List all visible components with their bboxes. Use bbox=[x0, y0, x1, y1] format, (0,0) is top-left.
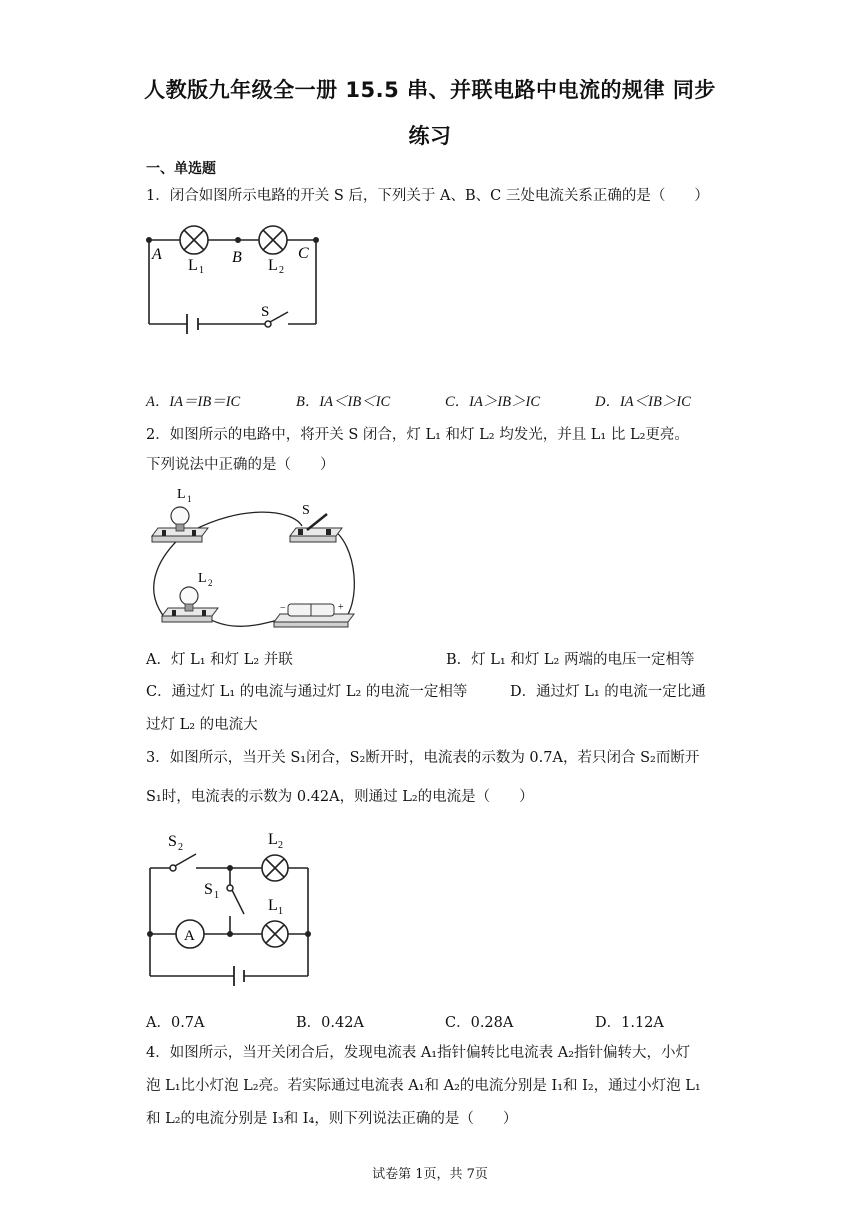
q2-label-l1: L bbox=[177, 487, 186, 502]
q3-option-b: B．0.42A bbox=[296, 1015, 364, 1031]
q3-ammeter-label: A bbox=[184, 928, 195, 944]
question-4-line3: 和 L₂的电流分别是 I₃和 I₄，则下列说法正确的是（ ） bbox=[146, 1111, 518, 1127]
question-4-line1: 4．如图所示，当开关闭合后，发现电流表 A₁指针偏转比电流表 A₂指针偏转大，小灯 bbox=[146, 1045, 691, 1061]
q3-option-a: A．0.7A bbox=[146, 1015, 205, 1031]
q1-option-a: A．IA＝IB＝IC bbox=[146, 394, 241, 410]
q2-physical-circuit bbox=[142, 484, 367, 634]
q1-option-c: C．IA＞IB＞IC bbox=[445, 394, 541, 410]
question-2-line1: 2．如图所示的电路中，将开关 S 闭合，灯 L₁ 和灯 L₂ 均发光，并且 L₁ 比 L₂更亮。 bbox=[146, 427, 689, 443]
q2-label-l2: L bbox=[198, 571, 207, 586]
q3-label-l2-sub: 2 bbox=[278, 840, 283, 851]
q2-option-d-line2: 过灯 L₂ 的电流大 bbox=[146, 717, 258, 733]
q3-option-c: C．0.28A bbox=[445, 1015, 514, 1031]
q3-label-s2: S bbox=[168, 833, 177, 850]
q1-label-a: A bbox=[152, 246, 162, 263]
question-3-line1: 3．如图所示，当开关 S₁闭合，S₂断开时，电流表的示数为 0.7A，若只闭合 S₂而断开 bbox=[146, 750, 700, 766]
q1-label-b: B bbox=[232, 249, 242, 266]
q2-option-c: C．通过灯 L₁ 的电流与通过灯 L₂ 的电流一定相等 bbox=[146, 684, 468, 700]
section-heading: 一、单选题 bbox=[146, 161, 216, 177]
q1-label-s: S bbox=[261, 304, 270, 320]
page-footer: 试卷第 1页，共 7页 bbox=[372, 1167, 488, 1182]
q3-lamp-l2 bbox=[262, 855, 288, 881]
q1-option-b: B．IA＜IB＜IC bbox=[296, 394, 391, 410]
q2-option-d-line1: D．通过灯 L₁ 的电流一定比通 bbox=[510, 684, 706, 700]
q1-battery bbox=[187, 314, 198, 334]
q1-label-l2-sub: 2 bbox=[279, 265, 284, 276]
q3-switch-s1 bbox=[227, 885, 244, 914]
question-2-line2: 下列说法中正确的是（ ） bbox=[146, 457, 335, 473]
q1-lamp-l1 bbox=[180, 226, 208, 254]
q1-label-l1: L bbox=[188, 257, 198, 274]
q2-label-l1-sub: 1 bbox=[187, 494, 192, 504]
q3-option-d: D．1.12A bbox=[595, 1015, 664, 1031]
q2-label-l2-sub: 2 bbox=[208, 578, 213, 588]
q1-label-l1-sub: 1 bbox=[199, 265, 204, 276]
q1-label-l2: L bbox=[268, 257, 278, 274]
q3-switch-s2 bbox=[170, 854, 196, 871]
q2-label-plus: + bbox=[338, 602, 344, 613]
question-3-line2: S₁时，电流表的示数为 0.42A，则通过 L₂的电流是（ ） bbox=[146, 789, 534, 805]
page-title-line1: 人教版九年级全一册 15.5 串、并联电路中电流的规律 同步 bbox=[144, 78, 716, 102]
q3-ammeter bbox=[176, 920, 204, 948]
q2-option-b: B．灯 L₁ 和灯 L₂ 两端的电压一定相等 bbox=[446, 652, 695, 668]
q2-label-s: S bbox=[302, 503, 310, 518]
q3-battery bbox=[234, 966, 244, 986]
q3-lamp-l1 bbox=[262, 921, 288, 947]
q1-circuit-diagram bbox=[140, 218, 330, 338]
q3-label-l2: L bbox=[268, 831, 278, 848]
q3-label-l1: L bbox=[268, 897, 278, 914]
q2-lamp-l2 bbox=[162, 587, 218, 622]
question-4-line2: 泡 L₁比小灯泡 L₂亮。若实际通过电流表 A₁和 A₂的电流分别是 I₁和 I₂，通过小灯泡 L₁ bbox=[146, 1078, 701, 1094]
q2-lamp-l1 bbox=[152, 507, 208, 542]
q2-option-a: A．灯 L₁ 和灯 L₂ 并联 bbox=[146, 652, 293, 668]
page-title-line2: 练习 bbox=[408, 124, 452, 148]
q3-label-l1-sub: 1 bbox=[278, 906, 283, 917]
q1-option-d: D．IA＜IB＞IC bbox=[595, 394, 691, 410]
q2-label-minus: − bbox=[280, 603, 286, 614]
q1-lamp-l2 bbox=[259, 226, 287, 254]
q2-switch-s bbox=[290, 514, 342, 542]
q3-label-s2-sub: 2 bbox=[178, 842, 183, 853]
q3-circuit-diagram bbox=[140, 824, 320, 994]
q3-label-s1-sub: 1 bbox=[214, 890, 219, 901]
q3-label-s1: S bbox=[204, 881, 213, 898]
q1-label-c: C bbox=[298, 245, 309, 262]
question-1-text: 1．闭合如图所示电路的开关 S 后，下列关于 A、B、C 三处电流关系正确的是（ ） bbox=[146, 188, 709, 204]
